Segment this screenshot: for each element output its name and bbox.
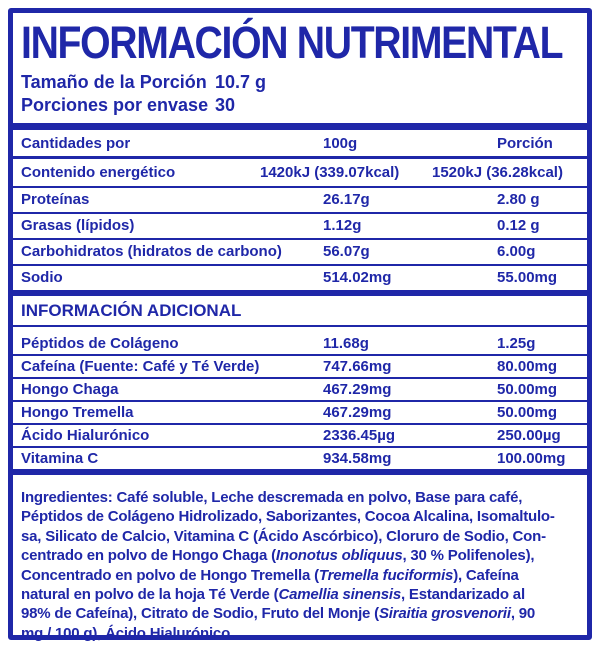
servings-per-container-value: 30	[215, 95, 236, 115]
nutrient-row	[13, 266, 587, 290]
nutrient-name: Vitamina C	[21, 450, 99, 467]
additional-info-rows	[13, 333, 587, 469]
value-per-100g: 11.68g	[323, 335, 369, 352]
nutrient-row	[13, 425, 587, 448]
value-per-portion: 6.00g	[497, 243, 536, 260]
nutrient-row	[13, 333, 587, 356]
nutrient-row	[13, 379, 587, 402]
ingredients-text: , 30 % Polifenoles),	[402, 547, 535, 565]
ingredients-text: centrado en polvo de Hongo Chaga (	[21, 547, 276, 565]
value-per-portion: 50.00mg	[497, 381, 558, 398]
ingredients-text: Ingredientes: Café soluble, Leche descremada en polvo, Base para café,	[21, 489, 523, 506]
nutrient-row	[13, 188, 587, 214]
nutrient-name: Hongo Chaga	[21, 381, 119, 398]
ingredients-line	[21, 604, 581, 623]
ingredients-text: , Estandarizado al	[400, 586, 525, 604]
ingredients-text: natural en polvo de la hoja Té Verde (	[21, 586, 279, 604]
value-per-100g: 514.02mg	[323, 269, 392, 286]
value-per-100g: 26.17g	[323, 191, 370, 208]
label-title	[21, 17, 579, 71]
nutrient-name: Péptidos de Colágeno	[21, 335, 179, 352]
nutrient-rows	[13, 159, 587, 290]
ingredients-line	[21, 488, 581, 507]
additional-info-section	[13, 296, 587, 469]
value-per-100g: 1.12g	[323, 217, 362, 234]
ingredient-species-italic: Camellia sinensis	[278, 586, 401, 604]
nutrient-name: Grasas (lípidos)	[21, 217, 135, 234]
nutrient-row	[13, 240, 587, 266]
table-header-row	[13, 130, 587, 156]
nutrient-row	[13, 159, 587, 188]
ingredient-species-italic: Tremella fuciformis	[318, 566, 454, 584]
additional-info-title: INFORMACIÓN ADICIONAL	[21, 301, 242, 320]
value-per-portion: 50.00mg	[497, 404, 558, 421]
value-per-portion: 0.12 g	[497, 217, 540, 234]
ingredients-text: mg / 100 g), Ácido Hialurónico.	[21, 624, 234, 642]
ingredients-text: Péptidos de Colágeno Hidrolizado, Saborizantes, Cocoa Alcalina, Isomaltulo-	[21, 508, 555, 526]
value-per-100g: 2336.45µg	[323, 427, 396, 444]
nutrient-name: Sodio	[21, 269, 63, 286]
ingredients-line	[21, 546, 581, 565]
ingredients-text: ), Cafeína	[453, 566, 519, 584]
value-per-portion: 55.00mg	[497, 269, 558, 286]
value-per-portion: 2.80 g	[497, 191, 540, 208]
serving-size-row	[21, 71, 579, 94]
ingredients-line	[21, 566, 581, 585]
nutrient-name: Carbohidratos (hidratos de carbono)	[21, 243, 282, 260]
serving-size-value: 10.7 g	[215, 72, 267, 92]
column-header-100g: 100g	[323, 135, 358, 152]
nutrient-name: Contenido energético	[21, 164, 176, 181]
ingredients-paragraph	[21, 488, 581, 643]
label-header	[13, 13, 587, 117]
nutrient-row	[13, 214, 587, 240]
nutrient-row	[13, 356, 587, 379]
ingredients-line	[21, 624, 581, 643]
serving-size-label: Tamaño de la Porción	[21, 72, 207, 92]
value-per-portion: 250.00µg	[497, 427, 561, 444]
nutrient-row	[13, 448, 587, 469]
ingredients-text: sa, Silicato de Calcio, Vitamina C (Ácido Ascórbico), Cloruro de Sodio, Con-	[21, 527, 546, 545]
ingredients-line	[21, 585, 581, 604]
servings-per-container-label: Porciones por envase	[21, 95, 209, 115]
value-per-portion: 1520kJ (36.28kcal)	[432, 164, 563, 181]
ingredient-species-italic: Siraitia grosvenorii	[378, 605, 511, 623]
value-per-100g: 56.07g	[323, 243, 370, 260]
ingredients-text: , 90	[510, 605, 536, 623]
ingredients-text: 98% de Cafeína), Citrato de Sodio, Fruto del Monje (	[21, 605, 379, 623]
section-divider-top	[13, 123, 587, 130]
nutrition-label	[8, 8, 592, 640]
value-per-portion: 100.00mg	[497, 450, 566, 467]
column-header-amounts: Cantidades por	[21, 135, 131, 152]
ingredients-section	[13, 475, 587, 643]
label-title-text: INFORMACIÓN NUTRIMENTAL	[21, 17, 563, 68]
nutrient-name: Hongo Tremella	[21, 404, 134, 421]
ingredients-text: Concentrado en polvo de Hongo Tremella (	[21, 566, 319, 584]
nutrient-name: Ácido Hialurónico	[21, 427, 150, 444]
value-per-100g: 467.29mg	[323, 404, 392, 421]
value-per-100g: 934.58mg	[323, 450, 392, 467]
value-per-100g: 747.66mg	[323, 358, 392, 375]
column-header-portion: Porción	[497, 135, 553, 152]
ingredients-line	[21, 527, 581, 546]
nutrient-name: Proteínas	[21, 191, 90, 208]
value-per-portion: 1.25g	[497, 335, 536, 352]
nutrient-table	[13, 130, 587, 290]
value-per-100g: 467.29mg	[323, 381, 392, 398]
value-per-portion: 80.00mg	[497, 358, 558, 375]
ingredients-line	[21, 507, 581, 526]
ingredient-species-italic: Inonotus obliquus	[275, 547, 403, 565]
nutrient-name: Cafeína (Fuente: Café y Té Verde)	[21, 358, 260, 375]
value-per-100g: 1420kJ (339.07kcal)	[260, 164, 400, 181]
servings-per-container-row	[21, 94, 579, 117]
nutrient-row	[13, 402, 587, 425]
